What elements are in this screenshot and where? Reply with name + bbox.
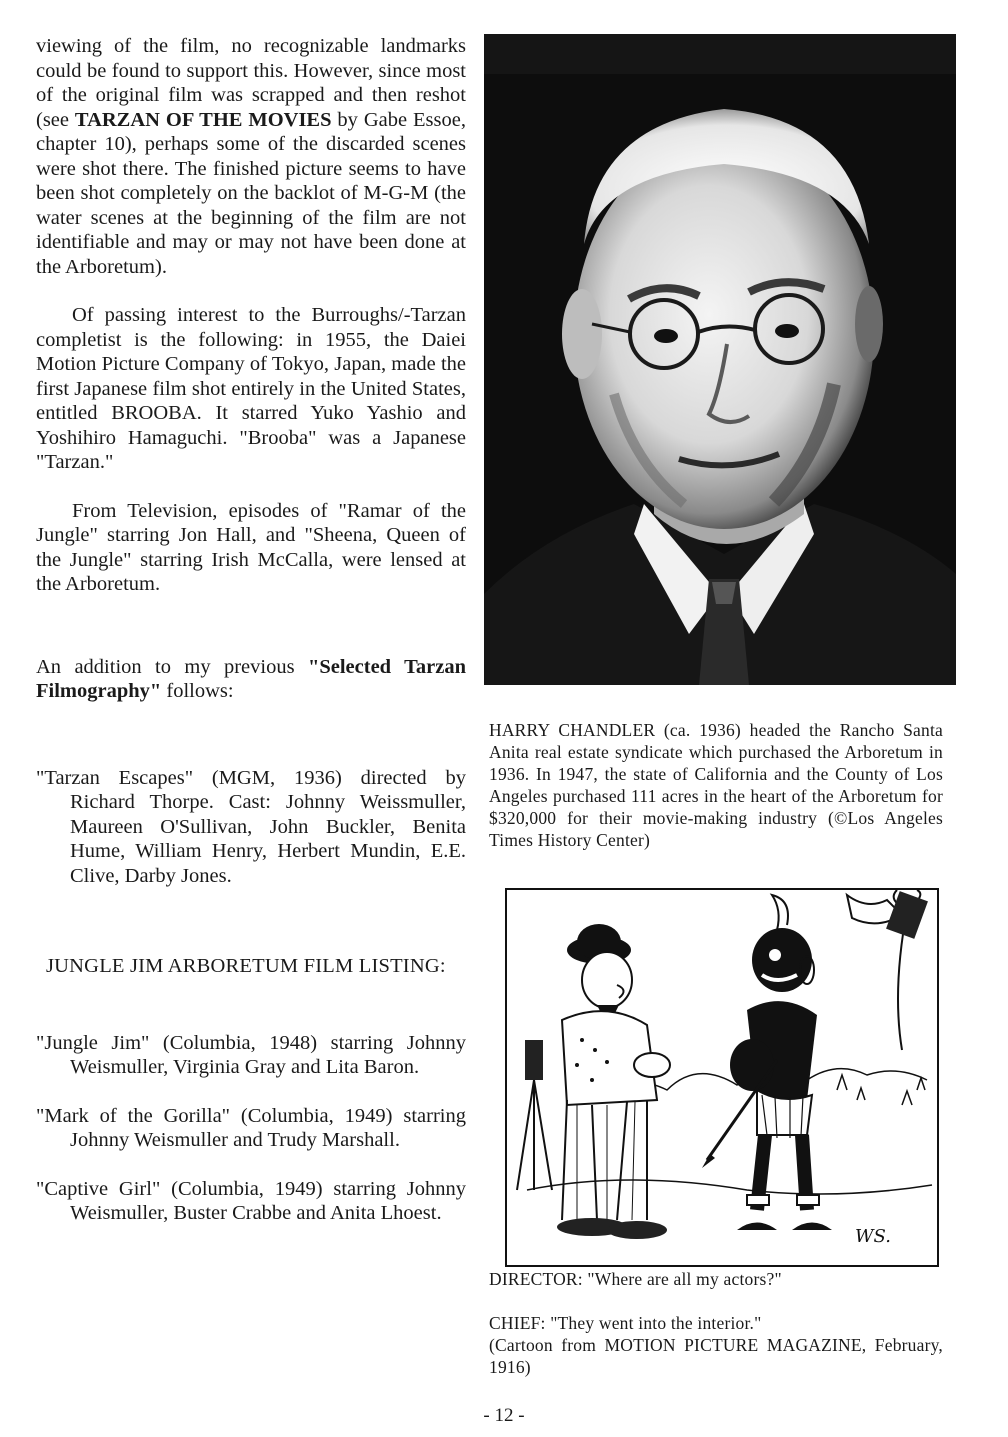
filmography-title: "Selected Tarzan Filmography": [36, 655, 467, 702]
listing-heading: JUNGLE JIM ARBORETUM FILM LISTING:: [46, 955, 446, 977]
book-title: TARZAN OF THE MOVIES: [74, 108, 332, 131]
page-number: - 12 -: [483, 1405, 525, 1426]
cartoon-signature: WS.: [855, 1226, 891, 1247]
film-entry: "Captive Girl" (Columbia, 1949) starring Johnny Weismuller, Buster Crabbe and Anita Lhoest.: [36, 1177, 466, 1224]
film-entry: "Jungle Jim" (Columbia, 1948) starring Johnny Weismuller, Virginia Gray and Lita Baron.: [36, 1031, 466, 1078]
harry-chandler-photo: [484, 34, 956, 685]
paragraph-brooba: Of passing interest to the Burroughs/-Tarzan completist is the following: in 1955, the Daiei Motion Picture Company of Tokyo, Japan, made the first Japanese film shot entirely in the United States, entitled BROOBA. It starred Yuko Yashio and Yoshihiro Hamaguchi. "Brooba" was a Japanese "Tarzan.": [36, 304, 466, 473]
film-entry: "Mark of the Gorilla" (Columbia, 1949) starring Johnny Weismuller and Trudy Marshall.: [36, 1104, 466, 1151]
photo-caption: HARRY CHANDLER (ca. 1936) headed the Rancho Santa Anita real estate syndicate which purchased the Arboretum in 1936. In 1947, the state of California and the County of Los Angeles purchased 111 acres in the heart of the Arboretum for $320,000 for their movie-making industry (©Los Angeles Times History Center): [489, 720, 943, 850]
director-line: DIRECTOR: "Where are all my actors?": [489, 1269, 782, 1289]
cartoon-drawing: [507, 890, 937, 1265]
chief-line: CHIEF: "They went into the interior.": [489, 1313, 762, 1333]
paragraph-text: follows:: [161, 680, 234, 702]
portrait-illustration: [484, 34, 956, 685]
cartoon-caption: [489, 1268, 943, 1378]
paragraph-text: by Gabe Essoe, chapter 10), perhaps some of the discarded scenes were shot there. The finished picture seems to have been shot completely on the backlot of M-G-M (the water scenes at the beginning of the film are not identifiable and may or may not have been done at the Arboretum).: [36, 108, 466, 278]
cartoon-source: (Cartoon from MOTION PICTURE MAGAZINE, February, 1916): [489, 1335, 943, 1377]
paragraph-text: An addition to my previous: [36, 655, 308, 678]
cartoon-illustration: [505, 888, 939, 1267]
paragraph-film-landmarks: [36, 34, 466, 279]
paragraph-filmography-addition: [36, 655, 466, 704]
paragraph-television: From Television, episodes of "Ramar of the Jungle" starring Jon Hall, and "Sheena, Queen of the Jungle" starring Irish McCalla, were lensed at the Arboretum.: [36, 499, 466, 595]
paragraph-text: viewing of the film, no recognizable landmarks could be found to support this. However, since most of the original film was scrapped and then reshot (see: [36, 35, 466, 131]
entry-tarzan-escapes: "Tarzan Escapes" (MGM, 1936) directed by Richard Thorpe. Cast: Johnny Weissmuller, Maureen O'Sullivan, John Buckler, Benita Hume, William Henry, Herbert Mundin, E.E. Clive, Darby Jones.: [36, 766, 466, 887]
left-column: [36, 34, 466, 1226]
